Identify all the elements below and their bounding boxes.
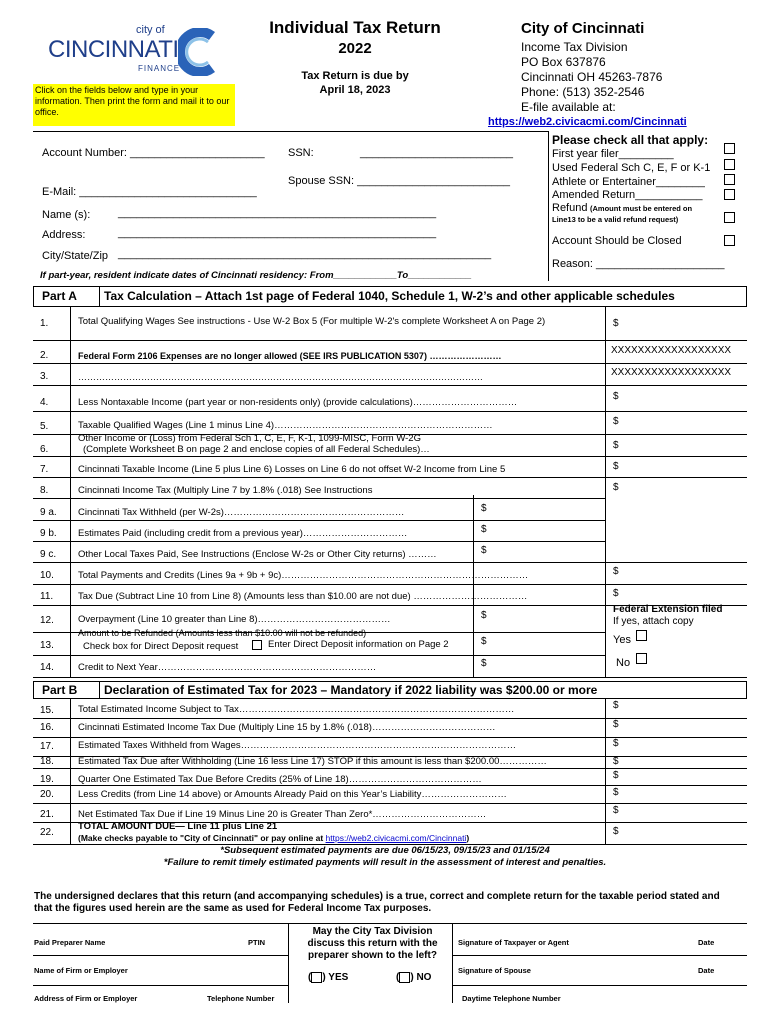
line-13-text-a: Amount to be Refunded (Amounts less than $10.00 will not be refunded) — [78, 628, 367, 638]
athlete-checkbox[interactable] — [724, 174, 735, 185]
form-year: 2022 — [338, 40, 372, 57]
line-12-amount[interactable]: $ — [481, 610, 487, 621]
daytime-phone-label: Daytime Telephone Number — [462, 994, 561, 1003]
line-9b-amount[interactable]: $ — [481, 524, 487, 535]
line-num-11: 11. — [40, 591, 54, 602]
part-b-title: Declaration of Estimated Tax for 2023 – Mandatory if 2022 liability was $200.00 or more — [104, 683, 598, 697]
city-address: Cincinnati OH 45263-7876 — [521, 70, 663, 84]
line-18-amount[interactable]: $ — [613, 756, 619, 767]
line-5-text: Taxable Qualified Wages (Line 1 minus Line 4)…………………………………………………………… — [78, 420, 493, 431]
refund-note-2: Line13 to be a valid refund request) — [552, 215, 679, 224]
check-refund: Refund — [552, 202, 588, 214]
subsequent-payments-note: *Subsequent estimated payments are due 06/15/23, 09/15/23 and 01/15/24 — [220, 845, 550, 856]
line-num-12: 12. — [40, 615, 54, 626]
line-num-13: 13. — [40, 640, 54, 651]
check-title: Please check all that apply: — [552, 133, 709, 147]
line-2-text: Federal Form 2106 Expenses are no longer allowed (SEE IRS PUBLICATION 5307) …………………… — [78, 351, 502, 361]
check-account-closed: Account Should be Closed — [552, 235, 682, 247]
line-num-17: 17. — [40, 741, 54, 752]
logo-big-text: CINCINNATI — [48, 36, 179, 63]
line-num-3: 3. — [40, 371, 49, 382]
line-num-4: 4. — [40, 397, 49, 408]
line-22-payable: (Make checks payable to "City of Cincinnati" or pay online at — [78, 833, 326, 843]
line-2-blocked: XXXXXXXXXXXXXXXXXX — [611, 345, 732, 356]
line-16-text: Cincinnati Estimated Income Tax Due (Multiply Line 15 by 1.8% (.018)………………………………… — [78, 722, 496, 733]
line-15-text: Total Estimated Income Subject to Tax…………………………………………………………………………… — [78, 704, 515, 715]
extension-no-checkbox[interactable] — [636, 653, 647, 664]
logo-small-text: city of — [136, 24, 165, 36]
line-18-text: Estimated Tax Due after Withholding (Line 16 less Line 17) STOP if this amount is less than $200.00…………… — [78, 756, 547, 767]
line-17-text: Estimated Taxes Withheld from Wages…………………………………………………………………………… — [78, 740, 517, 751]
line-4-text: Less Nontaxable Income (part year or non-residents only) (provide calculations)…………………………… — [78, 397, 518, 408]
line-7-amount[interactable]: $ — [613, 461, 619, 472]
declaration-text: The undersigned declares that this return (and accompanying schedules) is a true, correct and complete return for the taxable period stated and that the figures used herein are the same as used for Federal Income Tax purposes. — [34, 891, 720, 914]
check-amended: Amended Return___________ — [552, 189, 703, 201]
amended-checkbox[interactable] — [724, 189, 735, 200]
due-line-2: April 18, 2023 — [319, 84, 391, 96]
line-9b-text: Estimates Paid (including credit from a previous year)…………………………… — [78, 528, 408, 539]
line-14-text: Credit to Next Year…………………………………………………………… — [78, 662, 377, 673]
line-10-text: Total Payments and Credits (Lines 9a + 9b + 9c)…………………………………………………………………… — [78, 570, 529, 581]
taxpayer-date-label: Date — [698, 938, 715, 947]
line-num-9a: 9 a. — [40, 507, 57, 518]
line-22-amount[interactable]: $ — [613, 826, 619, 837]
line-6-text-b: (Complete Worksheet B on page 2 and enclose copies of all Federal Schedules)… — [83, 444, 430, 455]
line-num-5: 5. — [40, 421, 49, 432]
extension-no-label: No — [616, 657, 631, 669]
line-num-6: 6. — [40, 444, 49, 455]
line-10-amount[interactable]: $ — [613, 566, 619, 577]
logo-sub-text: FINANCE — [138, 64, 181, 73]
line-11-amount[interactable]: $ — [613, 588, 619, 599]
line-13-text-c: Enter Direct Deposit information on Page 2 — [268, 639, 449, 650]
logo-c-mark-icon — [178, 28, 218, 76]
phone: Phone: (513) 352-2546 — [521, 85, 645, 99]
line-num-2: 2. — [40, 350, 49, 361]
line-num-1: 1. — [40, 318, 49, 329]
line-21-amount[interactable]: $ — [613, 805, 619, 816]
part-b-label: Part B — [42, 683, 78, 697]
spouse-ssn-field[interactable]: Spouse SSN: _________________________ — [288, 175, 511, 187]
line-4-amount[interactable]: $ — [613, 391, 619, 402]
check-athlete: Athlete or Entertainer________ — [552, 176, 705, 188]
discuss-no[interactable]: ( ) NO — [396, 972, 432, 984]
po-box: PO Box 637876 — [521, 55, 606, 69]
names-label: Name (s): — [42, 209, 91, 221]
line-22-text-a: TOTAL AMOUNT DUE— Line 11 plus Line 21 — [78, 821, 278, 832]
line-6-amount[interactable]: $ — [613, 440, 619, 451]
line-20-text: Less Credits (from Line 14 above) or Amounts Already Paid on this Year’s Liability……………………… — [78, 789, 507, 800]
address-field[interactable]: ____________________________________________________ — [118, 227, 437, 239]
extension-title: Federal Extension filed — [613, 604, 723, 615]
line-3-blocked: XXXXXXXXXXXXXXXXXX — [611, 367, 732, 378]
line-19-text: Quarter One Estimated Tax Due Before Credits (25% of Line 18)…………………………………… — [78, 774, 482, 785]
spouse-date-label: Date — [698, 966, 715, 975]
line-num-21: 21. — [40, 809, 54, 820]
extension-yes-label: Yes — [613, 634, 631, 646]
firm-address-label: Address of Firm or Employer — [34, 994, 138, 1003]
line-9a-text: Cincinnati Tax Withheld (per W-2s)………………………………………………… — [78, 507, 405, 518]
line-num-22: 22. — [40, 827, 54, 838]
line-15-amount[interactable]: $ — [613, 700, 619, 711]
line-num-9b: 9 b. — [40, 528, 57, 539]
efile-link[interactable]: https://web2.civicacmi.com/Cincinnati — [488, 116, 687, 128]
line-num-9c: 9 c. — [40, 549, 57, 560]
taxpayer-signature-label: Signature of Taxpayer or Agent — [458, 938, 569, 947]
email-field[interactable]: E-Mail: _____________________________ — [42, 186, 257, 198]
schedules-checkbox[interactable] — [724, 159, 735, 170]
line-num-15: 15. — [40, 705, 54, 716]
efile-label: E-file available at: — [521, 100, 616, 114]
line-8-text: Cincinnati Income Tax (Multiply Line 7 by 1.8% (.018) See Instructions — [78, 485, 373, 496]
failure-note: *Failure to remit timely estimated payments will result in the assessment of interest and penalties. — [163, 857, 607, 868]
line-9a-amount[interactable]: $ — [481, 503, 487, 514]
part-year-field[interactable]: If part-year, resident indicate dates of Cincinnati residency: From____________To____________ — [40, 270, 472, 281]
line-num-10: 10. — [40, 570, 54, 581]
line-21-text: Net Estimated Tax Due if Line 19 Minus Line 20 is Greater Than Zero*……………………………… — [78, 809, 487, 820]
line-12-text: Overpayment (Line 10 greater than Line 8)…………………………………… — [78, 614, 391, 625]
line-19-amount[interactable]: $ — [613, 770, 619, 781]
city-logo — [40, 22, 220, 82]
line-num-14: 14. — [40, 662, 54, 673]
line-13-amount[interactable]: $ — [481, 636, 487, 647]
firm-name-label: Name of Firm or Employer — [34, 966, 128, 975]
extension-yes-checkbox[interactable] — [636, 630, 647, 641]
line-1-text: Total Qualifying Wages See instructions - Use W-2 Box 5 (For multiple W-2's complete Worksheet A on Page 2) — [78, 316, 546, 327]
line-14-amount[interactable]: $ — [481, 658, 487, 669]
line-num-7: 7. — [40, 464, 49, 475]
discuss-no-checkbox[interactable] — [399, 972, 410, 983]
refund-checkbox[interactable] — [724, 212, 735, 223]
line-22-text-b: (Make checks payable to "City of Cincinnati" or pay online at https://web2.civicacmi.com/Cincinnati) — [78, 833, 470, 843]
line-13-text-b: Check box for Direct Deposit request — [83, 641, 239, 652]
reason-field[interactable]: Reason: _____________________ — [552, 258, 725, 270]
csz-field[interactable]: _____________________________________________________________ — [118, 248, 492, 260]
line-num-19: 19. — [40, 774, 54, 785]
line-num-16: 16. — [40, 722, 54, 733]
line-num-8: 8. — [40, 485, 49, 496]
line-11-text: Tax Due (Subtract Line 10 from Line 8) (Amounts less than $10.00 are not due) ……………………………… — [78, 591, 528, 602]
ssn-label: SSN: — [288, 147, 314, 159]
line-6-text-a: Other Income or (Loss) from Federal Sch 1, C, E, F, K-1, 1099-MISC, Form W-2G — [78, 433, 421, 444]
spouse-signature-label: Signature of Spouse — [458, 966, 531, 975]
discuss-yes-checkbox[interactable] — [311, 972, 322, 983]
ptin-label: PTIN — [248, 938, 266, 947]
line-num-20: 20. — [40, 789, 54, 800]
line-1-amount[interactable]: $ — [613, 318, 619, 329]
line-num-18: 18. — [40, 756, 54, 767]
discuss-yes[interactable]: ( ) YES — [308, 972, 349, 984]
direct-deposit-checkbox[interactable] — [252, 640, 262, 650]
telephone-label: Telephone Number — [207, 994, 275, 1003]
check-used-schedules: Used Federal Sch C, E, F or K-1 — [552, 162, 711, 174]
line-7-text: Cincinnati Taxable Income (Line 5 plus Line 6) Losses on Line 6 do not offset W-2 Income from Line 5 — [78, 464, 506, 475]
names-field[interactable]: ____________________________________________________ — [118, 207, 437, 219]
part-a-title: Tax Calculation – Attach 1st page of Federal 1040, Schedule 1, W-2’s and other applicable schedules — [104, 289, 675, 303]
part-a-label: Part A — [42, 289, 77, 303]
csz-label: City/State/Zip — [42, 250, 109, 262]
line-9c-text: Other Local Taxes Paid, See Instructions (Enclose W-2s or Other City returns) ……… — [78, 549, 437, 560]
line-16-amount[interactable]: $ — [613, 719, 619, 730]
account-number-field[interactable]: Account Number: ______________________ — [42, 147, 265, 159]
discuss-question: May the City Tax Division discuss this return with the preparer shown to the left? — [307, 926, 438, 961]
line-17-amount[interactable]: $ — [613, 738, 619, 749]
line-20-amount[interactable]: $ — [613, 787, 619, 798]
first-year-checkbox[interactable] — [724, 143, 735, 154]
form-title: Individual Tax Return — [269, 18, 441, 37]
division: Income Tax Division — [521, 40, 628, 54]
city-heading: City of Cincinnati — [521, 20, 645, 37]
line-3-text: ……………………………………………………………………………………………………………………… — [78, 372, 483, 382]
instruction-note: Click on the fields below and type in your information. Then print the form and mail it to our office. — [33, 84, 235, 126]
due-line-1: Tax Return is due by — [301, 70, 409, 82]
line-8-amount[interactable]: $ — [613, 482, 619, 493]
extension-sub: If yes, attach copy — [613, 616, 694, 627]
preparer-name-label: Paid Preparer Name — [34, 938, 106, 947]
line-9c-amount[interactable]: $ — [481, 545, 487, 556]
address-label: Address: — [42, 229, 86, 241]
check-first-year: First year filer_________ — [552, 148, 674, 160]
account-closed-checkbox[interactable] — [724, 235, 735, 246]
ssn-field[interactable]: _________________________ — [360, 147, 513, 159]
pay-online-link[interactable]: https://web2.civicacmi.com/Cincinnati — [325, 833, 467, 843]
line-5-amount[interactable]: $ — [613, 416, 619, 427]
refund-note-1: (Amount must be entered on — [590, 204, 693, 213]
